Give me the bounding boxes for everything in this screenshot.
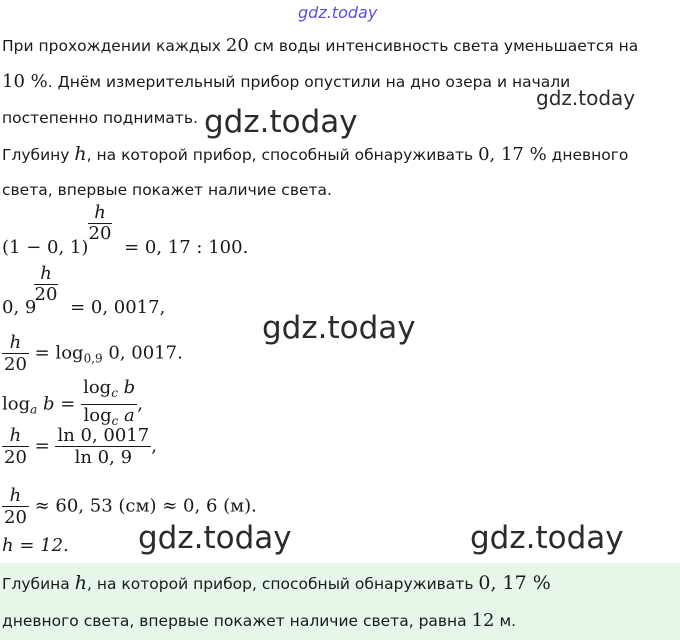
denominator: 20: [4, 507, 27, 528]
math-value: 10 %: [2, 71, 48, 92]
answer-line-1: [2, 573, 551, 594]
math-rhs: ≈ 60, 53 (см) ≈ 0, 6 (м).: [28, 495, 257, 517]
log-base: c: [111, 386, 118, 400]
problem-text: . Днём измерительный прибор опустили на дно озера и начали: [47, 73, 571, 91]
watermark-top: gdz.today: [298, 3, 378, 22]
answer-box: [0, 563, 680, 640]
solution-step-5: [2, 425, 157, 468]
math-text: b: [117, 377, 136, 398]
problem-line-5: света, впервые покажет наличие света.: [2, 181, 332, 199]
answer-text: , на которой прибор, способный обнаруживать: [86, 575, 479, 593]
log-base: 0,9: [83, 351, 103, 366]
fraction: [81, 377, 137, 432]
answer-text: дневного света, впервые покажет наличие света, равна: [2, 612, 472, 630]
math-text: =: [28, 435, 56, 457]
problem-line-3: постепенно поднимать.: [2, 109, 198, 127]
math-text: ,: [137, 393, 143, 415]
numerator: h: [2, 425, 29, 447]
math-value: 0, 17 %: [478, 144, 547, 165]
fraction: [2, 332, 29, 375]
watermark: gdz.today: [138, 520, 292, 556]
math-text: ,: [151, 435, 157, 457]
math-value: 0, 17 %: [478, 572, 551, 594]
exponent-denominator: 20: [34, 284, 58, 305]
log-base: c: [111, 414, 119, 428]
watermark: gdz.today: [204, 104, 358, 140]
fraction: [2, 485, 29, 528]
exponent-numerator: h: [94, 202, 106, 223]
watermark: gdz.today: [470, 520, 624, 556]
solution-step-1: [2, 237, 248, 258]
answer-line-2: [2, 611, 516, 631]
math-rhs: 0, 0017.: [102, 342, 183, 364]
problem-text: При прохождении каждых: [2, 37, 226, 55]
numerator: h: [2, 485, 29, 507]
problem-line-4: [2, 144, 628, 165]
solution-step-7: h = 12.: [2, 535, 69, 556]
math-text: log: [83, 377, 112, 398]
numerator: [81, 377, 137, 405]
math-value: 20: [225, 35, 249, 56]
problem-text: см воды интенсивность света уменьшается на: [248, 37, 639, 55]
math-rhs: = 0, 0017,: [64, 297, 166, 318]
numerator: ln 0, 0017: [57, 425, 150, 446]
fraction: [2, 425, 29, 468]
problem-line-2: [2, 72, 570, 92]
fraction: [55, 425, 151, 468]
denominator: 20: [4, 447, 27, 468]
answer-text: м.: [494, 612, 517, 630]
math-text: a: [118, 405, 135, 426]
math-value: 12: [471, 610, 495, 631]
math-rhs: = 0, 17 : 100.: [118, 237, 249, 258]
math-base: 0, 9: [2, 297, 37, 318]
numerator: h: [2, 332, 29, 354]
answer-text: Глубина: [2, 575, 75, 593]
problem-text: дневного: [546, 146, 629, 164]
denominator: ln 0, 9: [74, 447, 133, 468]
watermark: gdz.today: [262, 310, 416, 346]
solution-step-2: [2, 297, 165, 318]
exponent-numerator: h: [40, 263, 52, 284]
log-base: a: [30, 402, 38, 417]
math-base: (1 − 0, 1): [2, 237, 89, 258]
denominator: 20: [4, 354, 27, 375]
problem-line-1: [2, 36, 638, 56]
math-variable: h: [74, 572, 87, 594]
solution-step-4: [2, 377, 143, 432]
math-text: log: [83, 405, 112, 426]
math-text: b =: [37, 393, 76, 415]
solution-step-3: [2, 332, 183, 375]
math-text: log: [2, 393, 31, 415]
math-variable: h: [74, 143, 87, 165]
problem-text: Глубину: [2, 146, 75, 164]
math-text: = log: [28, 342, 84, 364]
problem-text: , на которой прибор, способный обнаруживать: [86, 146, 479, 164]
exponent-denominator: 20: [88, 223, 112, 244]
watermark: gdz.today: [536, 86, 636, 110]
